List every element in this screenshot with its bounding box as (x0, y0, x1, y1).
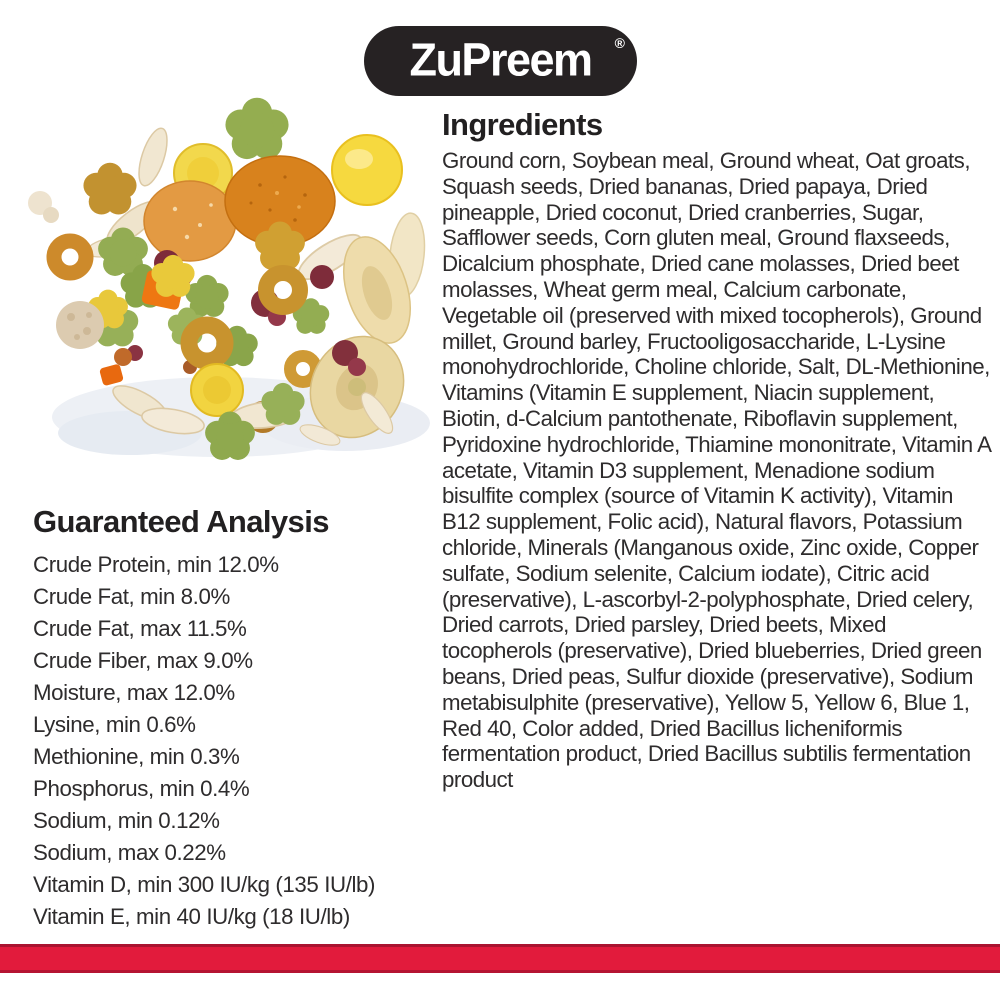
analysis-item: Vitamin E, min 40 IU/kg (18 IU/lb) (33, 904, 350, 930)
guaranteed-analysis-list (33, 549, 433, 933)
guaranteed-analysis-heading: Guaranteed Analysis (33, 504, 329, 539)
ingredients-heading: Ingredients (442, 107, 603, 142)
registered-trademark-mark: ® (614, 35, 625, 51)
analysis-item: Methionine, min 0.3% (33, 744, 240, 770)
analysis-item: Moisture, max 12.0% (33, 680, 235, 706)
analysis-item: Crude Fat, max 11.5% (33, 616, 247, 642)
analysis-item: Vitamin D, min 300 IU/kg (135 IU/lb) (33, 872, 376, 898)
analysis-item: Crude Fiber, max 9.0% (33, 648, 253, 674)
analysis-item: Phosphorus, min 0.4% (33, 776, 250, 802)
ingredients-section (442, 108, 994, 793)
analysis-item: Crude Fat, min 8.0% (33, 584, 230, 610)
analysis-item: Sodium, min 0.12% (33, 808, 220, 834)
zupreem-logo-text: ZuPreem (409, 32, 592, 86)
analysis-item: Sodium, max 0.22% (33, 840, 226, 866)
food-photo (15, 85, 455, 495)
guaranteed-analysis-section (33, 505, 433, 933)
ingredients-text: Ground corn, Soybean meal, Ground wheat, Oat groats, Squash seeds, Dried bananas, Dried papaya, Dried pineapple, Dried coconut, Dried cranberries, Sugar, Safflower seeds, Corn gluten meal, Ground flaxseeds, Dicalcium phosphate, Dried cane molasses, Dried beet molasses, Wheat germ meal, Calcium carbonate, Vegetable oil (preserved with mixed tocopherols), Ground millet, Ground barley, Fructooligosaccharide, L-Lysine monohydrochloride, Choline chloride, Salt, DL-Methionine, Vitamins (Vitamin E supplement, Niacin supplement, Biotin, d-Calcium pantothenate, Riboflavin supplement, Pyridoxine hydrochloride, Thiamine mononitrate, Vitamin A acetate, Vitamin D3 supplement, Menadione sodium bisulfite complex (source of Vitamin K activity), Vitamin B12 supplement, Folic acid), Natural flavors, Potassium chloride, Minerals (Manganous oxide, Zinc oxide, Copper sulfate, Sodium selenite, Calcium iodate), Citric acid (preservative), L-ascorbyl-2-polyphosphate, Dried celery, Dried carrots, Dried parsley, Dried beets, Mixed tocopherols (preservative), Dried blueberries, Dried green beans, Dried peas, Sulfur dioxide (preservative), Sodium metabisulphite (preservative), Yellow 5, Yellow 6, Blue 1, Red 40, Color added, Dried Bacillus licheniformis fermentation product, Dried Bacillus subtilis fermentation product (442, 148, 991, 793)
red-accent-bar (0, 944, 1000, 973)
analysis-item: Lysine, min 0.6% (33, 712, 196, 738)
food-pile-illustration (15, 85, 455, 495)
analysis-item: Crude Protein, min 12.0% (33, 552, 279, 578)
